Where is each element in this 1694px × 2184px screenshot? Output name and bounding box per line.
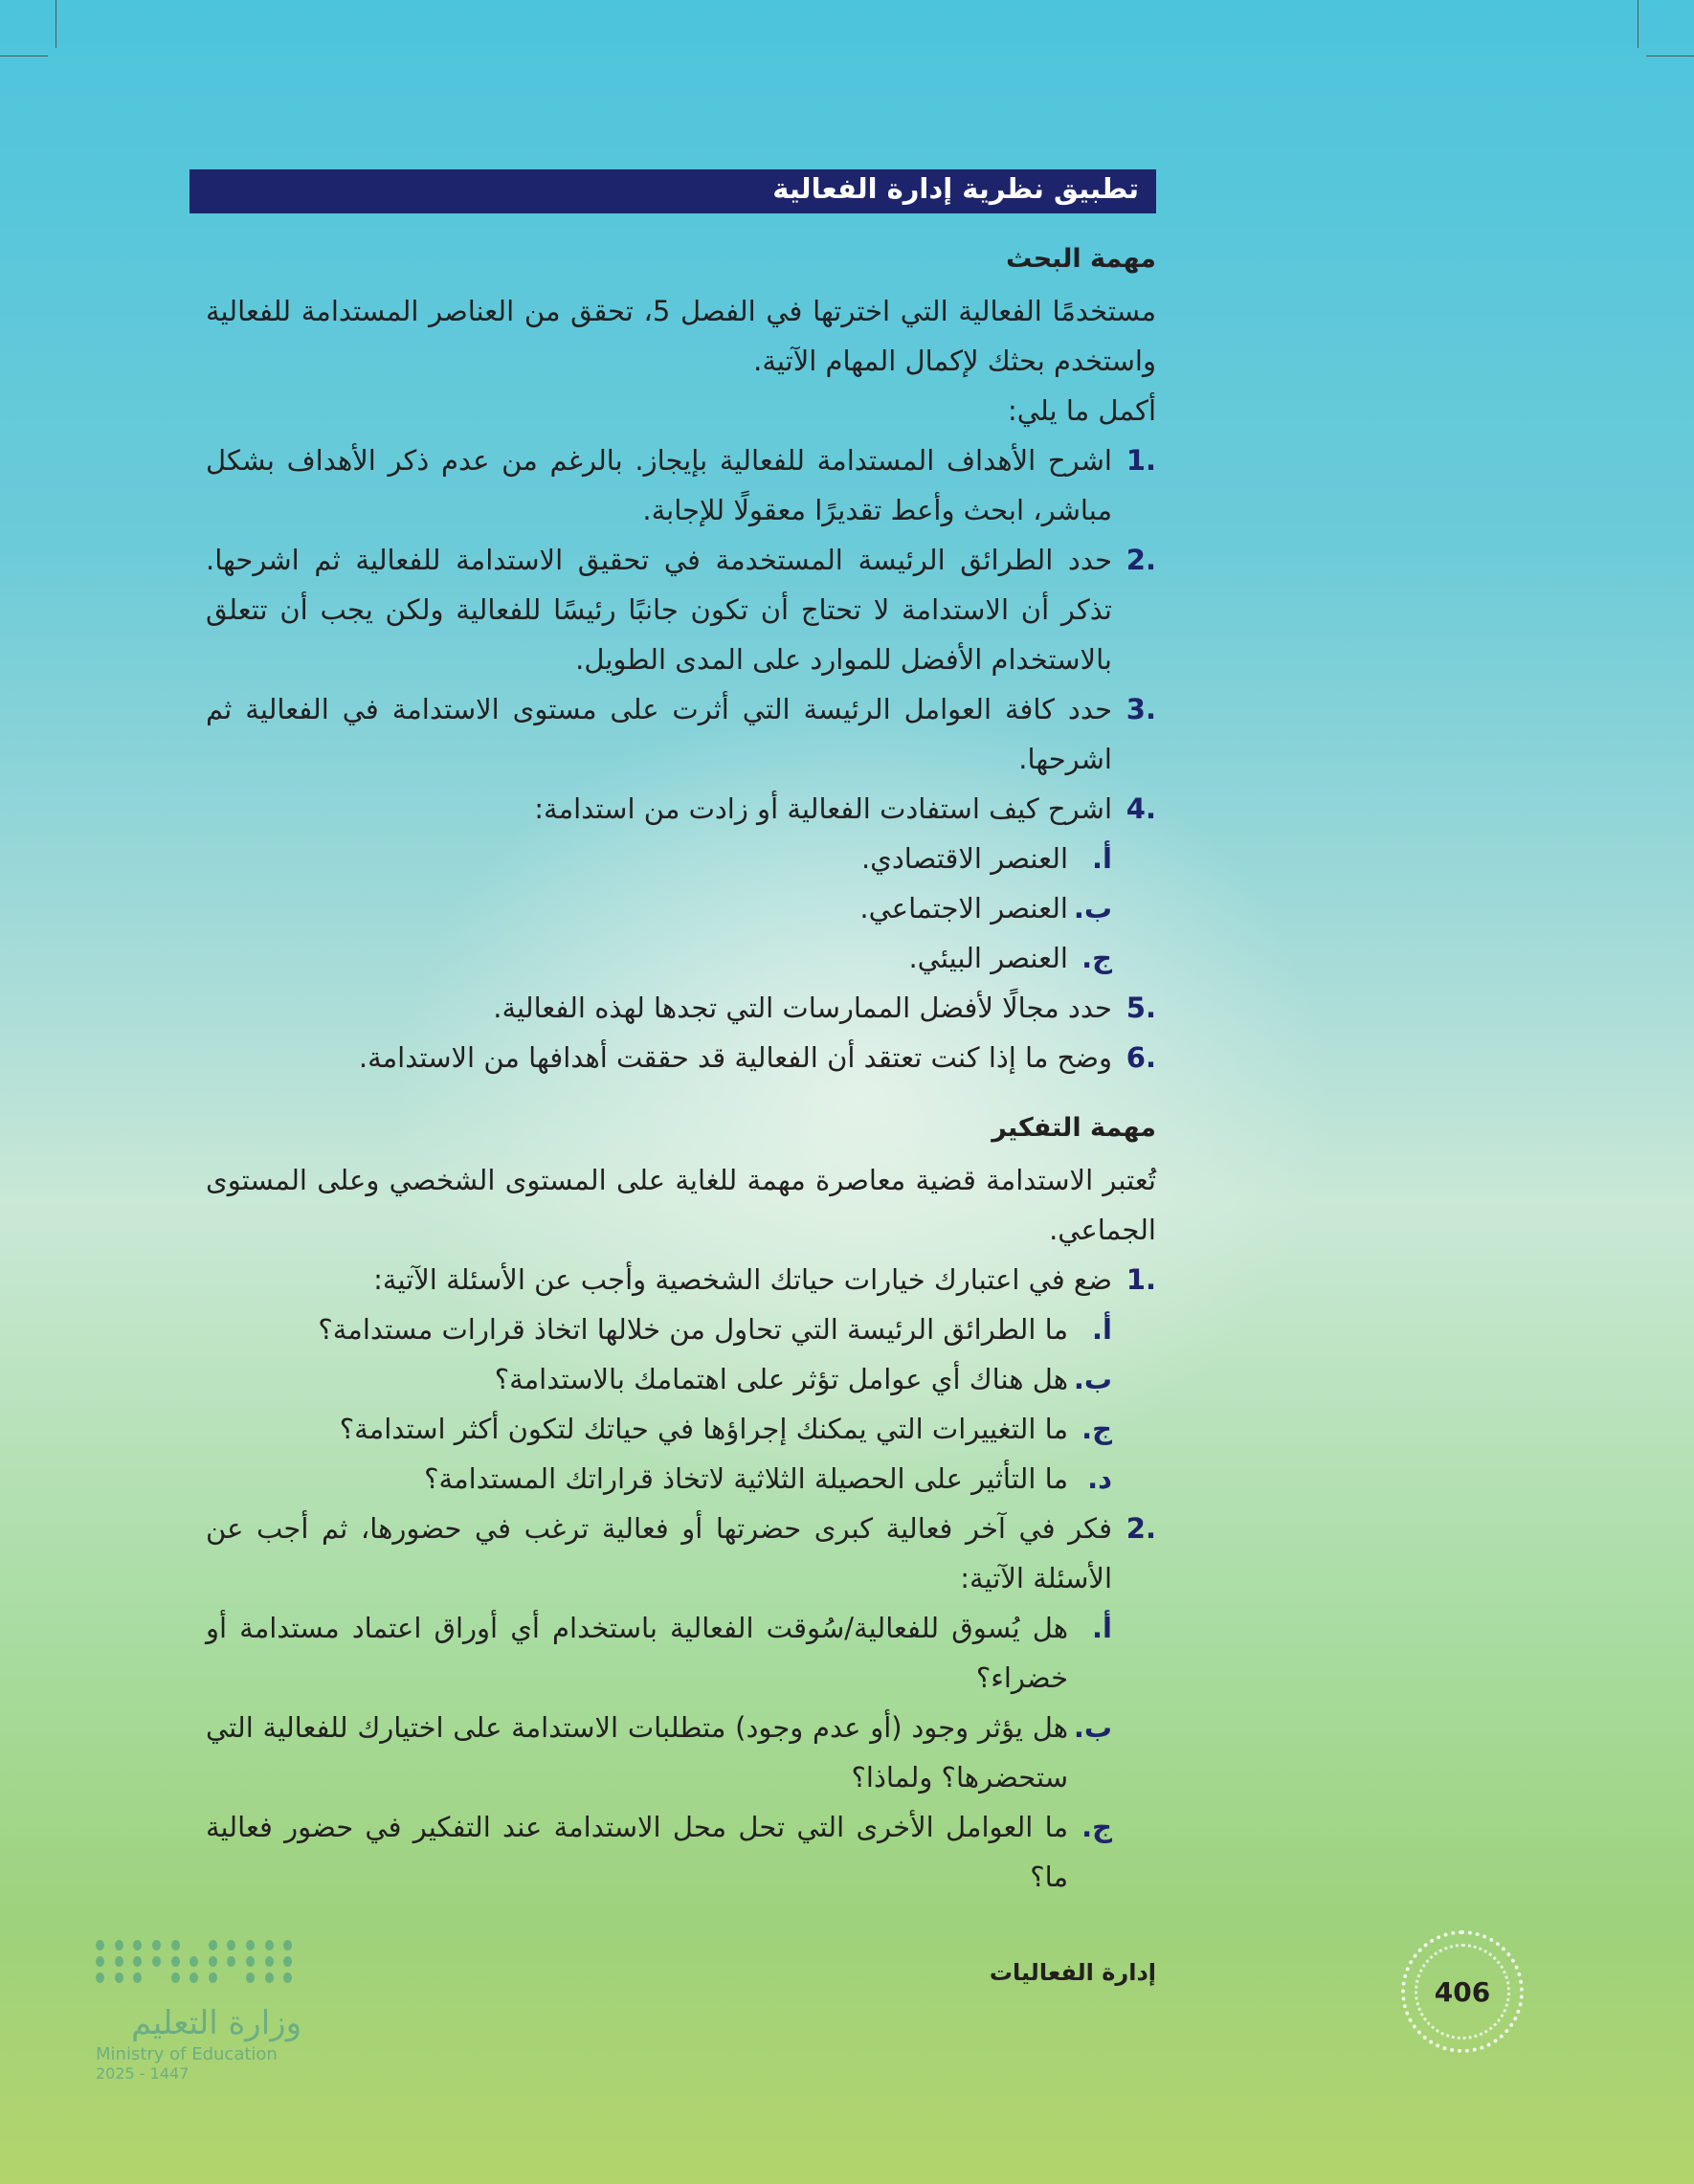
page-number: 406 (1434, 1975, 1491, 2008)
item-number: .2 (1126, 544, 1156, 576)
item-number: .6 (1126, 1041, 1156, 1074)
research-item-6 (206, 1033, 1156, 1082)
item-text: ما التغييرات التي يمكنك إجراؤها في حياتك لتكون أكثر استدامة؟ (339, 1413, 1068, 1445)
item-text: حدد مجالًا لأفضل الممارسات التي تجدها لهذه الفعالية. (493, 992, 1112, 1024)
item-text: حدد الطرائق الرئيسة المستخدمة في تحقيق الاستدامة للفعالية ثم اشرحها. تذكر أن الاستدامة لا تحتاج أن تكون جانبًا رئيسًا للفعالية ولكن يجب أن تتعلق بالاستخدام الأفضل للموارد على المدى الطويل. (206, 544, 1112, 676)
item-letter: أ. (1092, 842, 1112, 875)
page-content (96, 0, 1491, 2112)
research-item-2 (206, 535, 1156, 684)
research-intro: مستخدمًا الفعالية التي اخترتها في الفصل 5، تحقق من العناصر المستدامة للفعالية واستخدم بحثك لإكمال المهام الآتية. (206, 295, 1156, 377)
research-prompt: أكمل ما يلي: (1007, 394, 1156, 427)
page-footer (96, 1930, 1491, 2083)
item-text: ما العوامل الأخرى التي تحل محل الاستدامة عند التفكير في حضور فعالية ما؟ (206, 1811, 1068, 1893)
thinking-sub-item-b (206, 1354, 1112, 1404)
item-number: .1 (1126, 1263, 1156, 1296)
item-letter: ب. (1073, 892, 1112, 925)
thinking-item-1 (206, 1255, 1156, 1304)
thinking-heading: مهمة التفكير (992, 1113, 1156, 1143)
section-title: تطبيق نظرية إدارة الفعالية (772, 172, 1139, 205)
thinking-sub2-item-c (206, 1802, 1112, 1902)
item-text: ضع في اعتبارك خيارات حياتك الشخصية وأجب عن الأسئلة الآتية: (373, 1263, 1112, 1296)
item-number: .5 (1126, 992, 1156, 1024)
item-letter: أ. (1092, 1313, 1112, 1346)
item-letter: ج. (1081, 942, 1112, 974)
research-item-3 (206, 684, 1156, 784)
item-text: حدد كافة العوامل الرئيسة التي أثرت على مستوى الاستدامة في الفعالية ثم اشرحها. (206, 693, 1112, 775)
item-text: وضح ما إذا كنت تعتقد أن الفعالية قد حققت أهدافها من الاستدامة. (358, 1041, 1112, 1074)
research-item-4 (206, 784, 1156, 834)
item-letter: ج. (1081, 1811, 1112, 1843)
thinking-sub-item-d (206, 1454, 1112, 1504)
logo-english: Ministry of Education (96, 2044, 278, 2064)
thinking-sub-item-c (206, 1404, 1112, 1454)
item-text: هل يُسوق للفعالية/سُوقت الفعالية باستخدام أي أوراق اعتماد مستدامة أو خضراء؟ (206, 1612, 1068, 1694)
item-text: ما التأثير على الحصيلة الثلاثية لاتخاذ قراراتك المستدامة؟ (424, 1462, 1068, 1495)
item-text: ما الطرائق الرئيسة التي تحاول من خلالها اتخاذ قرارات مستدامة؟ (318, 1313, 1068, 1346)
research-heading: مهمة البحث (1006, 244, 1156, 274)
item-text: اشرح الأهداف المستدامة للفعالية بإيجاز. بالرغم من عدم ذكر الأهداف بشكل مباشر، ابحث وأعط تقديرًا معقولًا للإجابة. (206, 444, 1112, 526)
book-title: إدارة الفعاليات (989, 1959, 1156, 1986)
item-number: .2 (1126, 1512, 1156, 1545)
item-letter: أ. (1092, 1612, 1112, 1644)
item-letter: ب. (1073, 1363, 1112, 1395)
item-text: هل يؤثر وجود (أو عدم وجود) متطلبات الاستدامة على اختيارك للفعالية التي ستحضرها؟ ولماذا؟ (206, 1711, 1068, 1794)
research-sub-item-b (206, 883, 1112, 933)
research-item-1 (206, 435, 1156, 535)
item-text: العنصر البيئي. (908, 942, 1068, 974)
ministry-logo (96, 1940, 301, 2083)
logo-dots-icon (96, 1940, 297, 1983)
item-letter: ج. (1081, 1413, 1112, 1445)
research-sub-item-a (206, 834, 1112, 883)
thinking-sub2-item-b (206, 1703, 1112, 1802)
item-text: هل هناك أي عوامل تؤثر على اهتمامك بالاستدامة؟ (494, 1363, 1068, 1395)
item-number: .3 (1126, 693, 1156, 725)
item-text: العنصر الاقتصادي. (860, 842, 1068, 875)
thinking-intro: تُعتبر الاستدامة قضية معاصرة مهمة للغاية على المستوى الشخصي وعلى المستوى الجماعي. (206, 1164, 1156, 1246)
item-text: العنصر الاجتماعي. (859, 892, 1068, 925)
item-number: .1 (1126, 444, 1156, 477)
thinking-item-2 (206, 1504, 1156, 1603)
research-item-5 (206, 983, 1156, 1033)
thinking-sub-item-a (206, 1304, 1112, 1354)
logo-year: 2025 - 1447 (96, 2064, 189, 2083)
section-title-bar (189, 169, 1156, 213)
page-number-badge (1401, 1930, 1524, 2053)
thinking-sub2-item-a (206, 1603, 1112, 1703)
item-letter: ب. (1073, 1711, 1112, 1744)
item-letter: د. (1087, 1462, 1112, 1495)
item-text: فكر في آخر فعالية كبرى حضرتها أو فعالية ترغب في حضورها، ثم أجب عن الأسئلة الآتية: (206, 1512, 1112, 1594)
research-sub-item-c (206, 933, 1112, 983)
item-number: .4 (1126, 792, 1156, 825)
logo-arabic: وزارة التعليم (131, 2004, 301, 2042)
item-text: اشرح كيف استفادت الفعالية أو زادت من استدامة: (534, 792, 1112, 825)
